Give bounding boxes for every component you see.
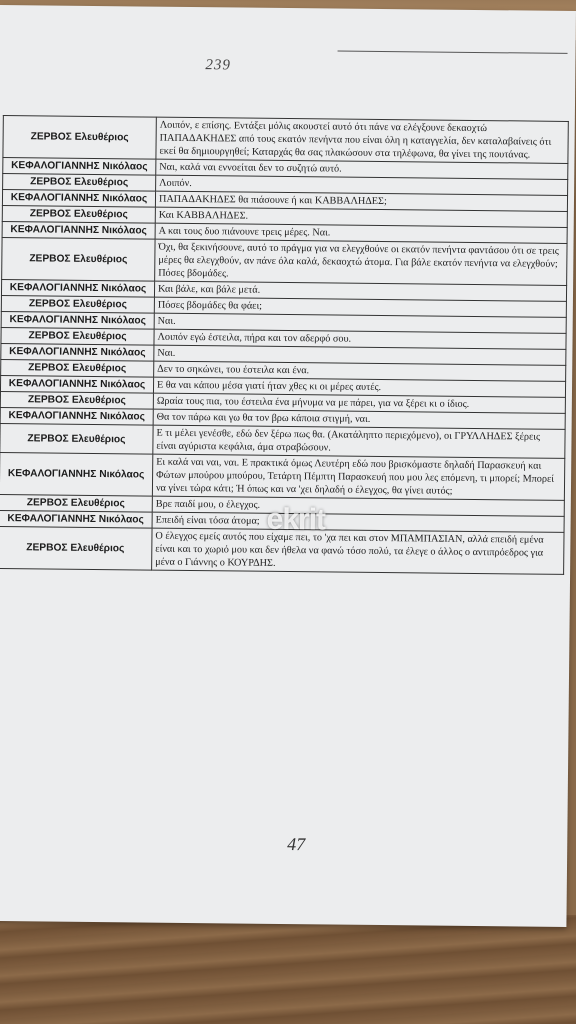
- page-number: 47: [287, 834, 306, 855]
- utterance-cell: Ναι, καλά ναι εννοείται δεν το συζητώ αυτό.: [156, 159, 568, 179]
- speaker-cell: ΚΕΦΑΛΟΓΙΑΝΝΗΣ Νικόλαος: [1, 280, 154, 298]
- speaker-cell: ΖΕΡΒΟΣ Ελευθέριος: [0, 527, 152, 571]
- utterance-cell: Δεν το σηκώνει, του έστειλα και ένα.: [154, 361, 566, 381]
- speaker-cell: ΖΕΡΒΟΣ Ελευθέριος: [1, 328, 154, 346]
- utterance-cell: Λοιπόν.: [156, 175, 568, 195]
- utterance-cell: Επειδή είναι τόσα άτομα;: [152, 512, 564, 532]
- speaker-cell: ΖΕΡΒΟΣ Ελευθέριος: [2, 238, 155, 282]
- speaker-cell: ΖΕΡΒΟΣ Ελευθέριος: [0, 392, 153, 410]
- document-page: [0, 5, 576, 927]
- transcript-row: [3, 116, 568, 164]
- speaker-cell: ΚΕΦΑΛΟΓΙΑΝΝΗΣ Νικόλαος: [1, 344, 154, 362]
- utterance-cell: Ε τι μέλει γενέσθε, εδώ δεν ξέρω πως θα. (Ακατάληπτο περιεχόμενο), οι ΓΡΥΛΛΗΔΕΣ ξέρεις είναι αγύριστα κεφάλια, άμα στραβώσουν.: [153, 425, 565, 458]
- speaker-cell: ΚΕΦΑΛΟΓΙΑΝΝΗΣ Νικόλαος: [1, 312, 154, 330]
- watermark-logo: ekrit: [266, 502, 326, 537]
- utterance-cell: Λοιπόν, ε επίσης. Εντάξει μόλις ακουστεί αυτό ότι πάνε να ελέγξουνε δεκαοχτώ ΠΑΠΑΔΑΚΗΔΕΣ από τους εκατόν πενήντα που είναι όλη η καταγγελία, δεν καταλαβαίνεις ότι εκεί θα δημιουργηθεί; Καταρχάς θα σας πλακώσουν στα τηλέφωνα, θα γίνει της πουτάνας.: [156, 117, 568, 163]
- utterance-cell: Θα τον πάρω και γω θα τον βρω κάποια στιγμή, ναι.: [153, 409, 565, 429]
- utterance-cell: Λοιπόν εγώ έστειλα, πήρα και τον αδερφό σου.: [154, 329, 566, 349]
- speaker-cell: ΖΕΡΒΟΣ Ελευθέριος: [3, 174, 156, 192]
- transcript-row: [2, 238, 567, 286]
- speaker-cell: ΚΕΦΑΛΟΓΙΑΝΝΗΣ Νικόλαος: [0, 376, 153, 394]
- utterance-cell: Ναι.: [154, 345, 566, 365]
- utterance-cell: ΠΑΠΑΔΑΚΗΔΕΣ θα πιάσουνε ή και ΚΑΒΒΑΛΗΔΕΣ;: [155, 191, 567, 211]
- speaker-cell: ΖΕΡΒΟΣ Ελευθέριος: [1, 360, 154, 378]
- speaker-cell: ΚΕΦΑΛΟΓΙΑΝΝΗΣ Νικόλαος: [0, 408, 153, 426]
- speaker-cell: ΖΕΡΒΟΣ Ελευθέριος: [1, 296, 154, 314]
- handwritten-top-number: 239: [205, 57, 231, 74]
- utterance-cell: Ε θα ναι κάπου μέσα γιατί ήταν χθες κι οι μέρες αυτές.: [153, 377, 565, 397]
- speaker-cell: ΚΕΦΑΛΟΓΙΑΝΝΗΣ Νικόλαος: [2, 190, 155, 208]
- speaker-cell: ΖΕΡΒΟΣ Ελευθέριος: [3, 116, 156, 160]
- utterance-cell: Και βάλε, και βάλε μετά.: [154, 281, 566, 301]
- utterance-cell: Και ΚΑΒΒΑΛΗΔΕΣ.: [155, 207, 567, 227]
- utterance-cell: Ο έλεγχος εμείς αυτός που είχαμε πει, το 'χα πει και στον ΜΠΑΜΠΑΣΙΑΝ, αλλά επειδή εμένα είναι και το χωριό μου και δεν ήθελα να φανώ τόσο πολύ, τα έλεγε ο άλλος ο αντιπρόεδρος για μένα ο Γιάννης ο ΚΟΥΡΔΗΣ.: [152, 528, 564, 574]
- speaker-cell: ΖΕΡΒΟΣ Ελευθέριος: [0, 424, 153, 455]
- header-rule: [338, 51, 568, 54]
- wooden-table-bottom: [0, 915, 576, 1024]
- utterance-cell: Όχι, θα ξεκινήσουνε, αυτό το πράγμα για να ελεγχθούνε οι εκατόν πενήντα φαντάσου ότι σε τρεις μέρες θα ελεγχθούν, αν πάνε όλα καλά, δεκαοχτώ άτομα. Για βάλε εκατόν πενήντα να ελεγχθούν; Πόσες βδομάδες.: [155, 239, 567, 285]
- utterance-cell: Ναι.: [154, 313, 566, 333]
- speaker-cell: ΚΕΦΑΛΟΓΙΑΝΝΗΣ Νικόλαος: [0, 511, 152, 529]
- utterance-cell: Βρε παιδί μου, ο έλεγχος.: [152, 496, 564, 516]
- utterance-cell: Πόσες βδομάδες θα φάει;: [154, 297, 566, 317]
- utterance-cell: Α και τους δυο πιάνουνε τρεις μέρες. Ναι.: [155, 223, 567, 243]
- transcript-row: [0, 453, 565, 501]
- speaker-cell: ΚΕΦΑΛΟΓΙΑΝΝΗΣ Νικόλαος: [0, 453, 153, 497]
- speaker-cell: ΖΕΡΒΟΣ Ελευθέριος: [2, 206, 155, 224]
- utterance-cell: Ει καλά ναι ναι, ναι. Ε πρακτικά όμως Λευτέρη εδώ που βρισκόμαστε δηλαδή Παρασκευή και Φώτων μπούρου μπούρου, Τετάρτη Πέμπτη Παρασκευή που μου λες επόμενη, τι μπορεί; Μπορεί να γίνει τώρα κάτι; Ή όπως και να 'χει δηλαδή ο έλεγχος, θα γίνει αυτός;: [152, 454, 564, 500]
- speaker-cell: ΚΕΦΑΛΟΓΙΑΝΝΗΣ Νικόλαος: [2, 222, 155, 240]
- speaker-cell: ΚΕΦΑΛΟΓΙΑΝΝΗΣ Νικόλαος: [3, 158, 156, 176]
- speaker-cell: ΖΕΡΒΟΣ Ελευθέριος: [0, 495, 152, 513]
- utterance-cell: Ωραία τους πια, του έστειλα ένα μήνυμα να με πάρει, για να ξέρει κι ο ίδιος.: [153, 393, 565, 413]
